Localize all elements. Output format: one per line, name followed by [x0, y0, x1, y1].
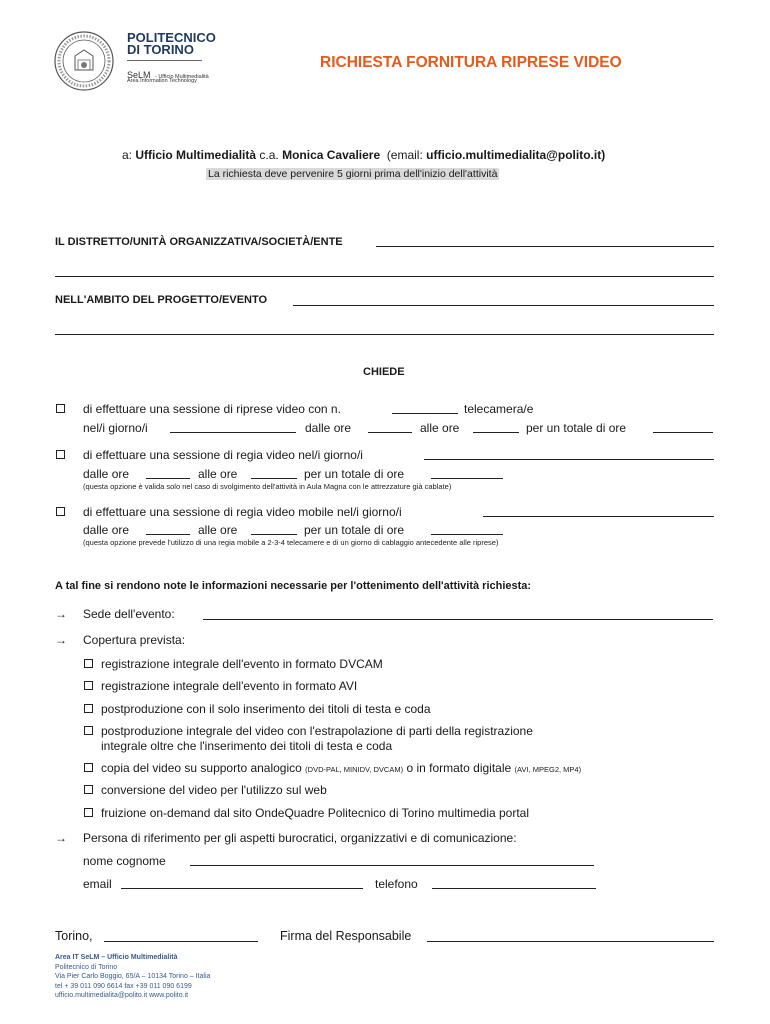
footer-line3: Via Pier Carlo Boggio, 65/A – 10134 Torino – Italia [55, 973, 211, 980]
signature-label: Firma del Responsabile [280, 929, 412, 943]
recipient-office: Ufficio Multimedialità [135, 148, 257, 162]
date-field[interactable] [104, 941, 258, 942]
org-name-line1: POLITECNICO [127, 30, 216, 45]
option2-checkbox[interactable] [56, 450, 65, 459]
coverage5-digital-formats: (AVI, MPEG2, MP4) [514, 765, 582, 774]
coverage4-label-cont: integrale oltre che l'inserimento dei titoli di testa e coda [101, 739, 393, 753]
recipient-attn: c.a. [259, 148, 279, 162]
nome-field[interactable] [190, 865, 594, 866]
option1-days-field[interactable] [170, 432, 296, 433]
recipient-email[interactable]: ufficio.multimedialita@polito.it) [426, 148, 606, 162]
option2-to-field[interactable] [251, 478, 297, 479]
option2-from-label: dalle ore [83, 467, 130, 481]
option1-total-field[interactable] [653, 432, 713, 433]
project-field-cont[interactable] [55, 334, 714, 335]
option3-to-label: alle ore [198, 523, 238, 537]
project-field[interactable] [293, 305, 714, 306]
coverage3-label: postproduzione con il solo inserimento dei titoli di testa e coda [101, 702, 431, 716]
footer-line4: tel + 39 011 090 6614 fax +39 011 090 6199 [55, 982, 192, 990]
referente-arrow-icon: → [55, 831, 67, 845]
option2-total-field[interactable] [431, 478, 503, 479]
option3-total-field[interactable] [431, 534, 503, 535]
unit-sub1: - Ufficio Multimedialità [154, 74, 209, 80]
coverage2-checkbox[interactable] [84, 681, 93, 690]
option1-line1b: telecamera/e [464, 402, 534, 416]
option1-line1: di effettuare una sessione di riprese video con n. [83, 402, 341, 416]
coverage5-text: copia del video [101, 761, 182, 775]
footer-line5: ufficio.multimedialita@polito.it www.polito.it [55, 992, 189, 999]
coverage7-checkbox[interactable] [84, 808, 93, 817]
email-label: email [83, 877, 112, 891]
option3-from-field[interactable] [146, 534, 190, 535]
coverage4-label: postproduzione integrale del video con l'estrapolazione di parti della registrazione [101, 724, 533, 738]
copertura-label: Copertura prevista: [83, 633, 186, 647]
recipient-line [122, 148, 605, 162]
option2-line1: di effettuare una sessione di regia video nel/i giorno/i [83, 448, 363, 462]
option3-checkbox[interactable] [56, 507, 65, 516]
option3-total-label: per un totale di ore [304, 523, 405, 537]
signature-field[interactable] [427, 941, 714, 942]
footer [55, 953, 210, 1001]
unit-code: SeLM [127, 70, 151, 80]
coverage5-checkbox[interactable] [84, 763, 93, 772]
org-name-line2: DI TORINO [127, 42, 194, 57]
option3-days-field[interactable] [483, 516, 714, 517]
option1-checkbox[interactable] [56, 404, 65, 413]
option1-from-label: dalle ore [305, 421, 352, 435]
info-heading: A tal fine si rendono note le informazioni necessarie per l'ottenimento dell'attività richiesta: [55, 580, 532, 592]
recipient-prefix: a: [122, 148, 133, 162]
sede-label: Sede dell'evento: [83, 607, 175, 621]
deadline-notice: La richiesta deve pervenire 5 giorni prima dell'inizio dell'attività [208, 168, 498, 180]
district-field-cont[interactable] [55, 276, 714, 277]
logo-divider [127, 60, 202, 61]
document-title: RICHIESTA FORNITURA RIPRESE VIDEO [320, 54, 622, 71]
option1-to-field[interactable] [473, 432, 519, 433]
option3-from-label: dalle ore [83, 523, 130, 537]
option3-line1: di effettuare una sessione di regia video mobile nel/i giorno/i [83, 505, 402, 519]
sede-arrow-icon: → [55, 607, 67, 621]
option1-days-label: nel/i giorno/i [83, 421, 148, 435]
nome-label: nome cognome [83, 854, 166, 868]
chiede-heading: CHIEDE [363, 366, 405, 378]
copertura-arrow-icon: → [55, 633, 67, 647]
coverage7-label: fruizione on-demand dal sito OndeQuadre Politecnico di Torino multimedia portal [101, 806, 530, 820]
sede-field[interactable] [203, 619, 713, 620]
footer-line1: Area IT SeLM – Ufficio Multimedialità [55, 954, 178, 961]
coverage3-checkbox[interactable] [84, 704, 93, 713]
email-field[interactable] [121, 888, 363, 889]
coverage6-checkbox[interactable] [84, 785, 93, 794]
coverage5-o: o in formato digitale [406, 761, 512, 775]
option2-total-label: per un totale di ore [304, 467, 405, 481]
telefono-field[interactable] [432, 888, 596, 889]
option2-days-field[interactable] [424, 459, 714, 460]
option2-to-label: alle ore [198, 467, 238, 481]
coverage2-label: registrazione integrale dell'evento in formato AVI [101, 679, 358, 693]
coverage6-label: conversione del video per l'utilizzo sul web [101, 783, 327, 797]
coverage5-analog-formats: (DVD-PAL, MINIDV, DVCAM) [305, 765, 404, 774]
option2-from-field[interactable] [146, 478, 190, 479]
polito-logo [53, 30, 115, 92]
project-label: NELL'AMBITO DEL PROGETTO/EVENTO [55, 294, 268, 306]
recipient-email-open: (email: [386, 148, 423, 162]
option1-from-field[interactable] [368, 432, 412, 433]
coverage1-checkbox[interactable] [84, 659, 93, 668]
option1-total-label: per un totale di ore [526, 421, 627, 435]
coverage1-label: registrazione integrale dell'evento in formato DVCAM [101, 657, 383, 671]
polito-seal-icon [53, 30, 115, 92]
option2-note: (questa opzione è valida solo nel caso di svolgimento dell'attività in Aula Magna con le attrezzature già cablate) [83, 482, 452, 491]
telefono-label: telefono [375, 877, 418, 891]
unit-sub2: Area Information Technology [127, 78, 197, 84]
district-label: IL DISTRETTO/UNITÀ ORGANIZZATIVA/SOCIETÀ/ENTE [55, 236, 343, 248]
option3-to-field[interactable] [251, 534, 297, 535]
recipient-person: Monica Cavaliere [282, 148, 381, 162]
referente-label: Persona di riferimento per gli aspetti burocratici, organizzativi e di comunicazione: [83, 831, 517, 845]
coverage5-label [101, 761, 581, 775]
option3-note: (questa opzione prevede l'utilizzo di una regia mobile a 2-3-4 telecamere e di un giorno di cablaggio antecedente alle riprese) [83, 538, 499, 547]
district-field[interactable] [376, 246, 714, 247]
option1-cameras-field[interactable] [392, 413, 458, 414]
option1-to-label: alle ore [420, 421, 460, 435]
coverage5-su: su supporto analogico [184, 761, 302, 775]
coverage4-checkbox[interactable] [84, 726, 93, 735]
place-label: Torino, [55, 929, 93, 943]
footer-line2: Politecnico di Torino [55, 963, 118, 971]
